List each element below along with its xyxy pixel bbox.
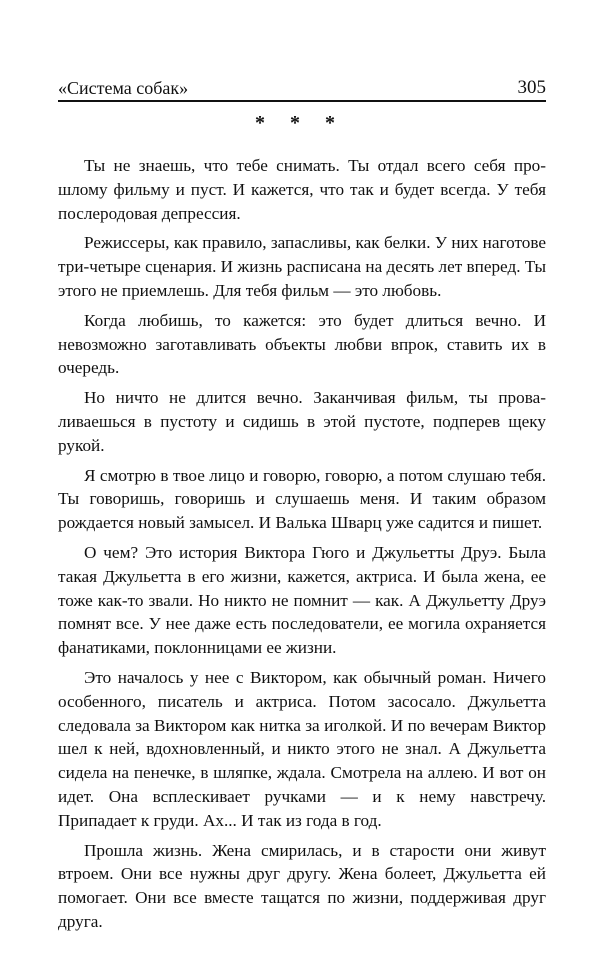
paragraph: Режиссеры, как правило, запасливы, как белки. У них наготове три-четыре сценария. И жизнь расписана на десять лет вперед. Ты этого не приемлешь. Для тебя фильм — это любовь. [58,233,546,300]
running-header [58,70,546,100]
section-break-asterism: * * * [255,112,345,134]
paragraph: Это началось у нее с Виктором, как обычный роман. Ничего особенного, писатель и актриса. Потом засосало. Джульетта следовала за Виктором как нитка за иголкой. И по вечерам Виктор шел к ней, вдохновленный, и никто этого не знал. А Джульетта сидела на пенечке, в шляпке, ждала. Смотрела на аллею. И вот он идет. Она всплескивает ручками — и к нему навстречу. Припадает к груди. Ах... И так из года в год. [58,667,546,830]
running-title: «Система собак» [58,78,189,98]
page-number: 305 [517,77,546,98]
paragraph: О чем? Это история Виктора Гюго и Джульетты Друэ. Была такая Джульетта в его жизни, кажется, актриса. И была жена, ее тоже как-то звали. Но никто не помнит — как. А Джульетту Друэ помнят все. У нее даже есть последователи, ее могила охраняется фанатиками, поклонницами ее жизни. [58,542,546,658]
body-text [58,154,546,940]
paragraph: Ты не знаешь, что тебе снимать. Ты отдал всего себя прошлому фильму и пуст. И кажется, что так и будет всегда. У тебя послеродовая депрессия. [58,156,546,223]
paragraph: Я смотрю в твое лицо и говорю, говорю, а потом слушаю тебя. Ты говоришь, говоришь и слушаешь меня. И таким образом рождается новый замысел. И Валька Шварц уже садится и пишет. [58,465,546,533]
header-rule [58,100,546,102]
paragraph: Прошла жизнь. Жена смирилась, и в старости они живут втроем. Они все нужны друг другу. Жена болеет, Джульетта ей помогает. Они все вместе тащатся по жизни, поддерживая друг друга. [58,840,546,931]
paragraph: Когда любишь, то кажется: это будет длиться вечно. И невозможно заготавливать объекты любви впрок, ставить их в очередь. [58,310,546,378]
paragraph: Но ничто не длится вечно. Заканчивая фильм, ты проваливаешься в пустоту и сидишь в этой пустоте, подперев щеку рукой. [58,388,546,455]
